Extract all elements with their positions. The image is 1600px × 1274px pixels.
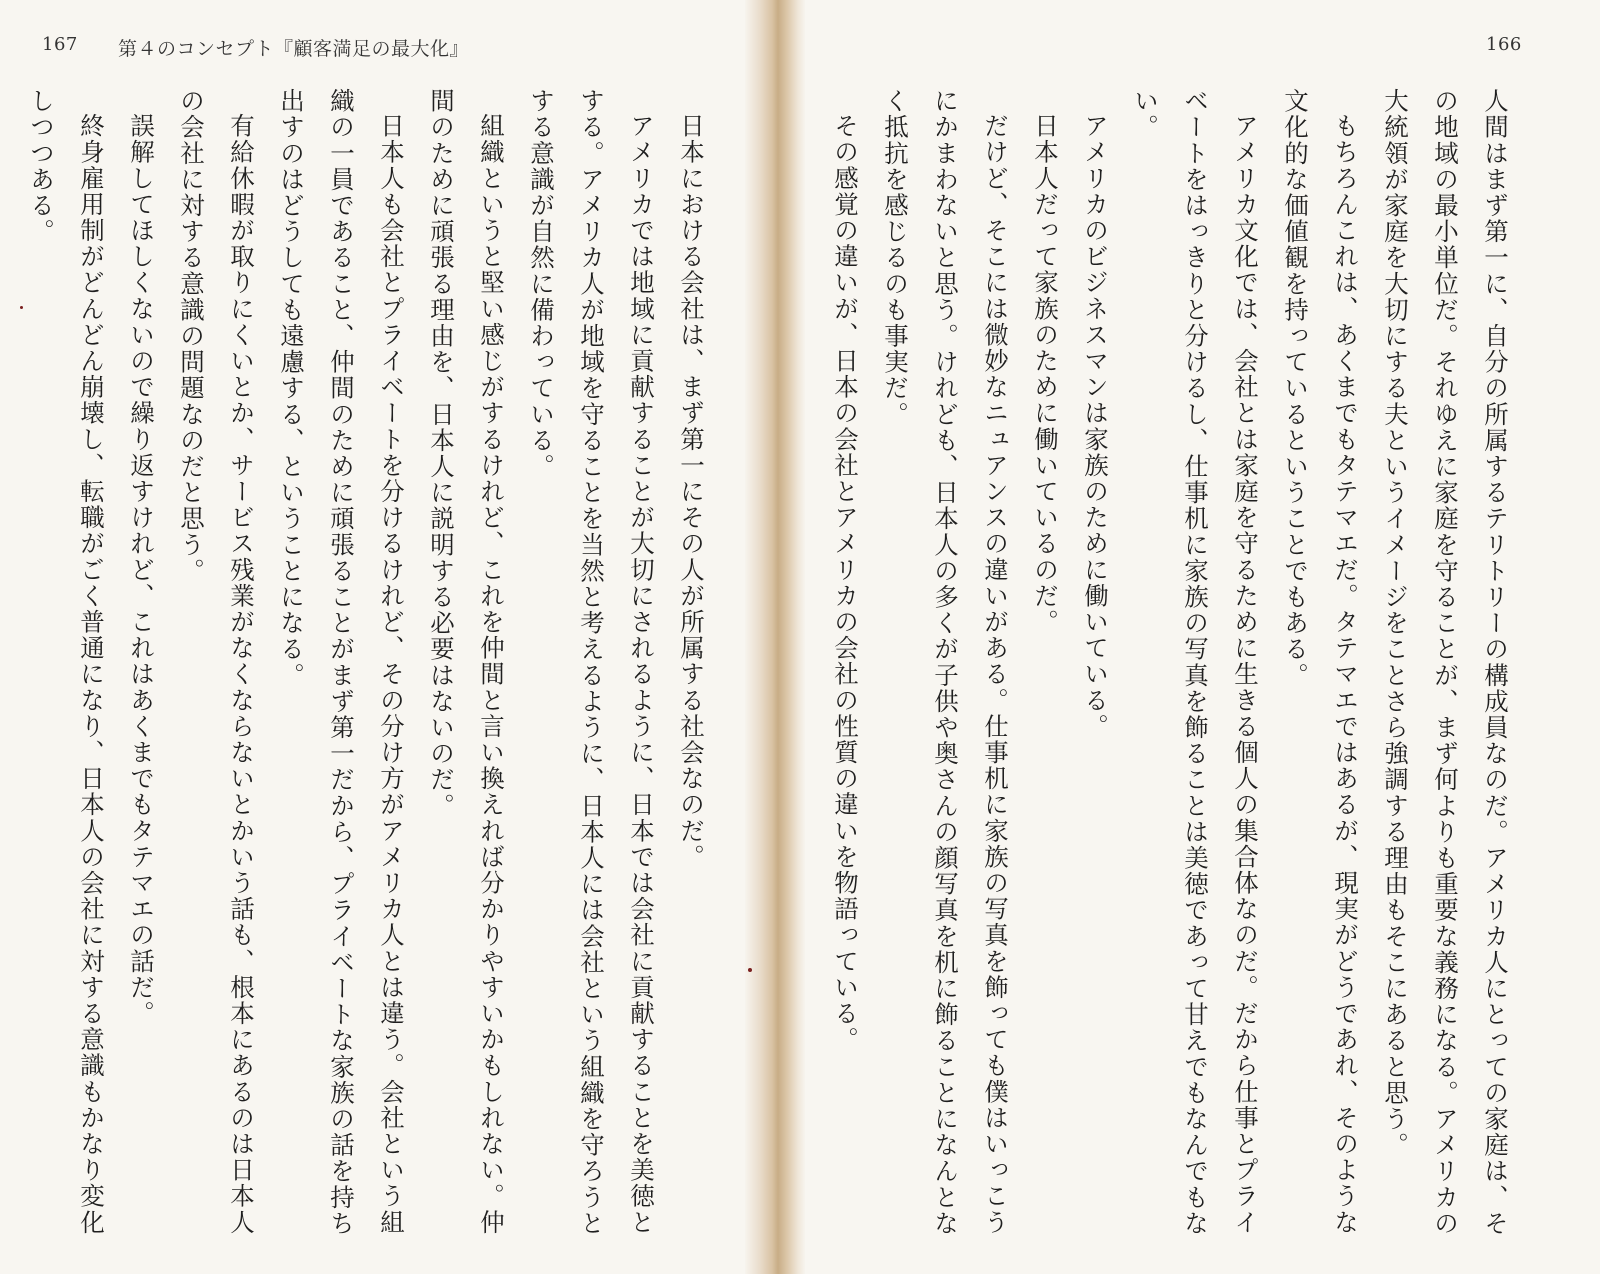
paragraph: もちろんこれは、あくまでもタテマエだ。タテマエではあるが、現実がどうであれ、そのような文化的な価値観を持っているということでもある。 <box>1281 88 1360 1235</box>
paragraph: その感覚の違いが、日本の会社とアメリカの会社の性質の違いを物語っている。 <box>831 112 860 1053</box>
paragraph: 日本人も会社とプライベートを分けるけれど、その分け方がアメリカ人とは違う。会社という組織の一員であること、仲間のために頑張ることがまず第一だから、プライベートな家族の話を持ち出すのはどうしても遠慮する、ということになる。 <box>277 88 406 1237</box>
paragraph: 組織というと堅い感じがするけれど、これを仲間と言い換えれば分かりやすいかもしれない。仲間のために頑張る理由を、日本人に説明する必要はないのだ。 <box>427 88 506 1235</box>
left-page-number: 167 <box>42 34 78 55</box>
left-page-body <box>27 88 716 1258</box>
paragraph: 終身雇用制がどんどん崩壊し、転職がごく普通になり、日本人の会社に対する意識もかなり変化しつつある。 <box>27 88 106 1235</box>
right-page-body <box>831 88 1520 1258</box>
paragraph: 日本における会社は、まず第一にその人が所属する社会なのだ。 <box>677 112 706 870</box>
book-gutter <box>745 0 805 1274</box>
paragraph: 有給休暇が取りにくいとか、サービス残業がなくならないとかいう話も、根本にあるのは日本人の会社に対する意識の問題なのだと思う。 <box>177 88 256 1235</box>
paper-speck <box>748 968 752 972</box>
paragraph: アメリカのビジネスマンは家族のために働いている。 <box>1081 112 1110 739</box>
paper-speck <box>20 306 23 309</box>
paragraph: 人間はまず第一に、自分の所属するテリトリーの構成員なのだ。アメリカ人にとっての家庭は、その地域の最小単位だ。それゆえに家庭を守ることが、まず何よりも重要な義務になる。アメリカの大統領が家庭を大切にする夫というイメージをことさら強調する理由もそこにあると思う。 <box>1381 88 1510 1237</box>
running-head: 第４のコンセプト『顧客満足の最大化』 <box>118 38 470 60</box>
paragraph: だけど、そこには微妙なニュアンスの違いがある。仕事机に家族の写真を飾っても僕はいっこうにかまわないと思う。けれども、日本人の多くが子供や奥さんの顔写真を机に飾ることになんとなく抵抗を感じるのも事実だ。 <box>881 88 1010 1237</box>
paragraph: アメリカでは地域に貢献することが大切にされるように、日本では会社に貢献することを美徳とする。アメリカ人が地域を守ることを当然と考えるように、日本人には会社という組織を守ろうとする意識が自然に備わっている。 <box>527 88 656 1237</box>
paragraph: アメリカ文化では、会社とは家庭を守るために生きる個人の集合体なのだ。だから仕事とプライベートをはっきりと分けるし、仕事机に家族の写真を飾ることは美徳であって甘えでもなんでもない。 <box>1131 88 1260 1237</box>
right-page-number: 166 <box>1486 34 1522 55</box>
paragraph: 日本人だって家族のために働いているのだ。 <box>1031 112 1060 635</box>
paragraph: 誤解してほしくないので繰り返すけれど、これはあくまでもタテマエの話だ。 <box>127 112 156 1026</box>
